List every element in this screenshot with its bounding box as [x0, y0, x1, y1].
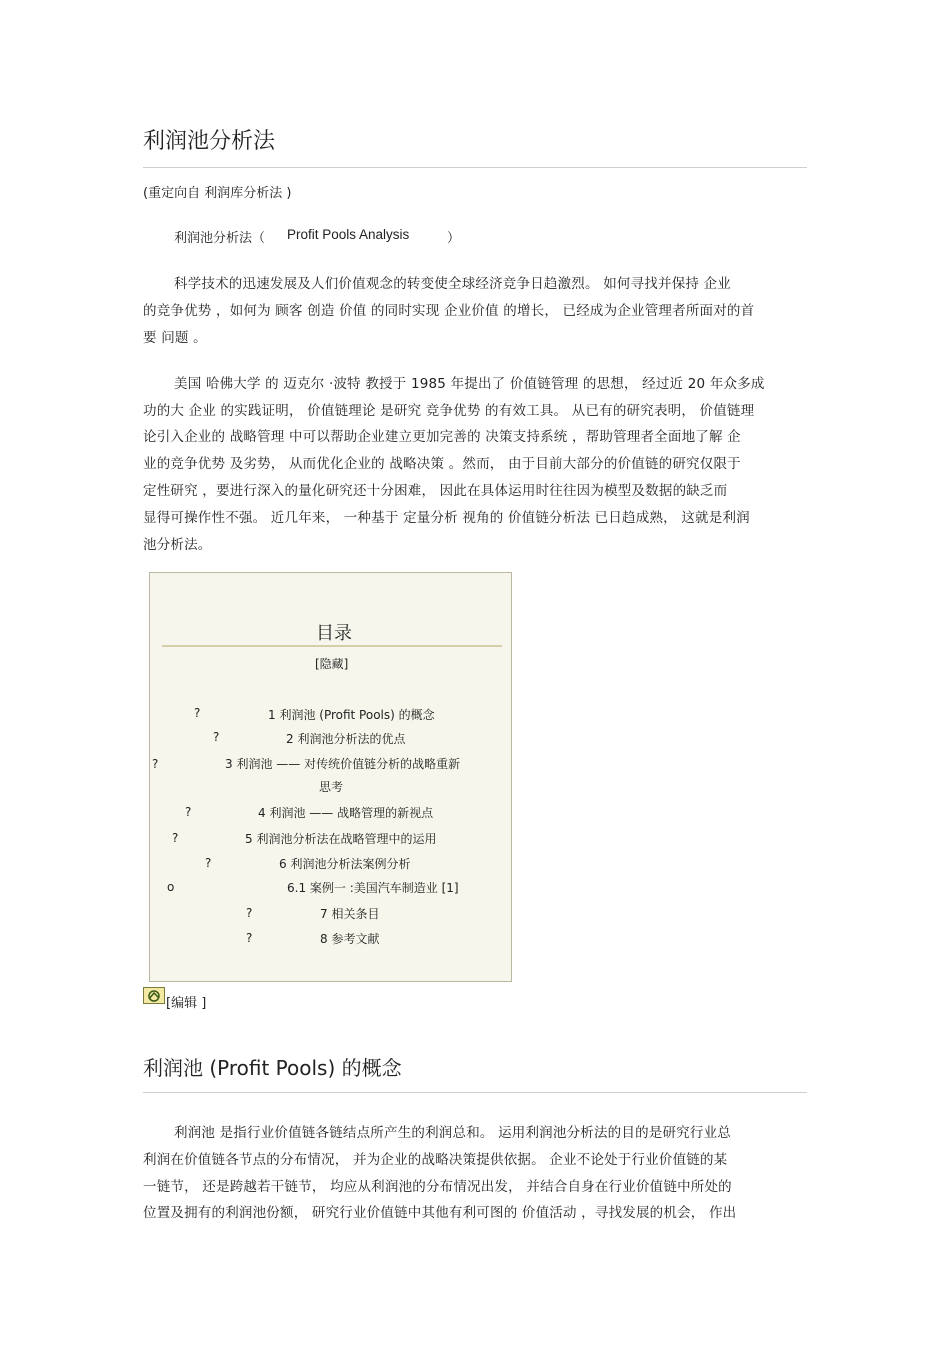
paragraph-2-line-7: 池分析法。	[143, 537, 212, 553]
toc-title: 目录	[316, 623, 352, 644]
page-title: 利润池分析法	[143, 129, 276, 154]
toc-item-3[interactable]: 3 利润池 —— 对传统价值链分析的战略重新	[225, 757, 461, 771]
redirect-note: (重定向自 利润库分析法 )	[143, 186, 292, 201]
toc-item-5[interactable]: 5 利润池分析法在战略管理中的运用	[245, 832, 437, 846]
toc-bullet: ?	[213, 730, 220, 744]
paragraph-2-line-3: 论引入企业的 战略管理 中可以帮助企业建立更加完善的 决策支持系统 ，帮助管理者全面地了解 企	[143, 429, 741, 445]
toc-item-4[interactable]: 4 利润池 —— 战略管理的新视点	[258, 806, 434, 820]
paragraph-2-line-5: 定性研究 ，要进行深入的量化研究还十分困难， 因此在具体运用时往往因为模型及数据的缺乏而	[143, 483, 728, 499]
toc-bullet: ?	[152, 757, 159, 771]
section-heading-concept: 利润池 (Profit Pools) 的概念	[143, 1056, 402, 1080]
toc-bullet: ?	[246, 906, 253, 920]
subtitle-suffix: ）	[447, 231, 461, 246]
toc-bullet: ?	[194, 706, 201, 720]
table-of-contents	[149, 572, 512, 982]
paragraph-2-line-1: 美国 哈佛大学 的 迈克尔 ·波特 教授于 1985 年提出了 价值链管理 的思想， 经过近 20 年众多成	[174, 376, 765, 392]
title-divider	[143, 167, 807, 168]
toc-item-8[interactable]: 8 参考文献	[320, 932, 380, 946]
toc-item-6[interactable]: 6 利润池分析法案例分析	[279, 857, 411, 871]
paragraph-2-line-4: 业的竞争优势 及劣势， 从而优化企业的 战略决策 。然而， 由于目前大部分的价值链的研究仅限于	[143, 456, 741, 472]
paragraph-2-line-2: 功的大 企业 的实践证明， 价值链理论 是研究 竞争优势 的有效工具。 从已有的研究表明， 价值链理	[143, 403, 755, 419]
paragraph-3-line-2: 利润在价值链各节点的分布情况， 并为企业的战略决策提供依据。 企业不论处于行业价值链的某	[143, 1152, 728, 1168]
edit-icon[interactable]	[143, 987, 165, 1004]
subtitle-prefix: 利润池分析法（	[174, 231, 266, 246]
paragraph-3-line-1: 利润池 是指行业价值链各链结点所产生的利润总和。 运用利润池分析法的目的是研究行业总	[174, 1125, 731, 1141]
toc-bullet: ?	[205, 856, 212, 870]
subtitle-english: Profit Pools Analysis	[287, 227, 410, 242]
toc-divider	[162, 645, 502, 647]
toc-hide-link[interactable]: [隐藏]	[315, 657, 349, 671]
toc-bullet: ?	[246, 931, 253, 945]
paragraph-1-line-3: 要 问题 。	[143, 330, 207, 346]
section-divider	[143, 1092, 807, 1093]
toc-item-7[interactable]: 7 相关条目	[320, 907, 380, 921]
paragraph-2-line-6: 显得可操作性不强。 近几年来， 一种基于 定量分析 视角的 价值链分析法 已日趋成熟， 这就是利润	[143, 510, 750, 526]
paragraph-1-line-1: 科学技术的迅速发展及人们价值观念的转变使全球经济竞争日趋激烈。 如何寻找并保持 企业	[174, 276, 731, 292]
toc-bullet: ?	[172, 831, 179, 845]
toc-item-1[interactable]: 1 利润池 (Profit Pools) 的概念	[268, 708, 435, 722]
toc-item-6-1[interactable]: 6.1 案例一 :美国汽车制造业 [1]	[287, 881, 459, 895]
toc-item-3-continued[interactable]: 思考	[319, 780, 344, 794]
toc-bullet: ?	[185, 805, 192, 819]
paragraph-3-line-4: 位置及拥有的利润池份额， 研究行业价值链中其他有利可图的 价值活动 ，寻找发展的机会， 作出	[143, 1205, 737, 1221]
toc-item-2[interactable]: 2 利润池分析法的优点	[286, 732, 406, 746]
toc-subbullet: o	[167, 880, 175, 894]
edit-link[interactable]: [编辑 ]	[166, 996, 207, 1011]
paragraph-1-line-2: 的竞争优势 ，如何为 顾客 创造 价值 的同时实现 企业价值 的增长， 已经成为企业管理者所面对的首	[143, 303, 755, 319]
paragraph-3-line-3: 一链节， 还是跨越若干链节， 均应从利润池的分布情况出发， 并结合自身在行业价值链中所处的	[143, 1179, 732, 1195]
